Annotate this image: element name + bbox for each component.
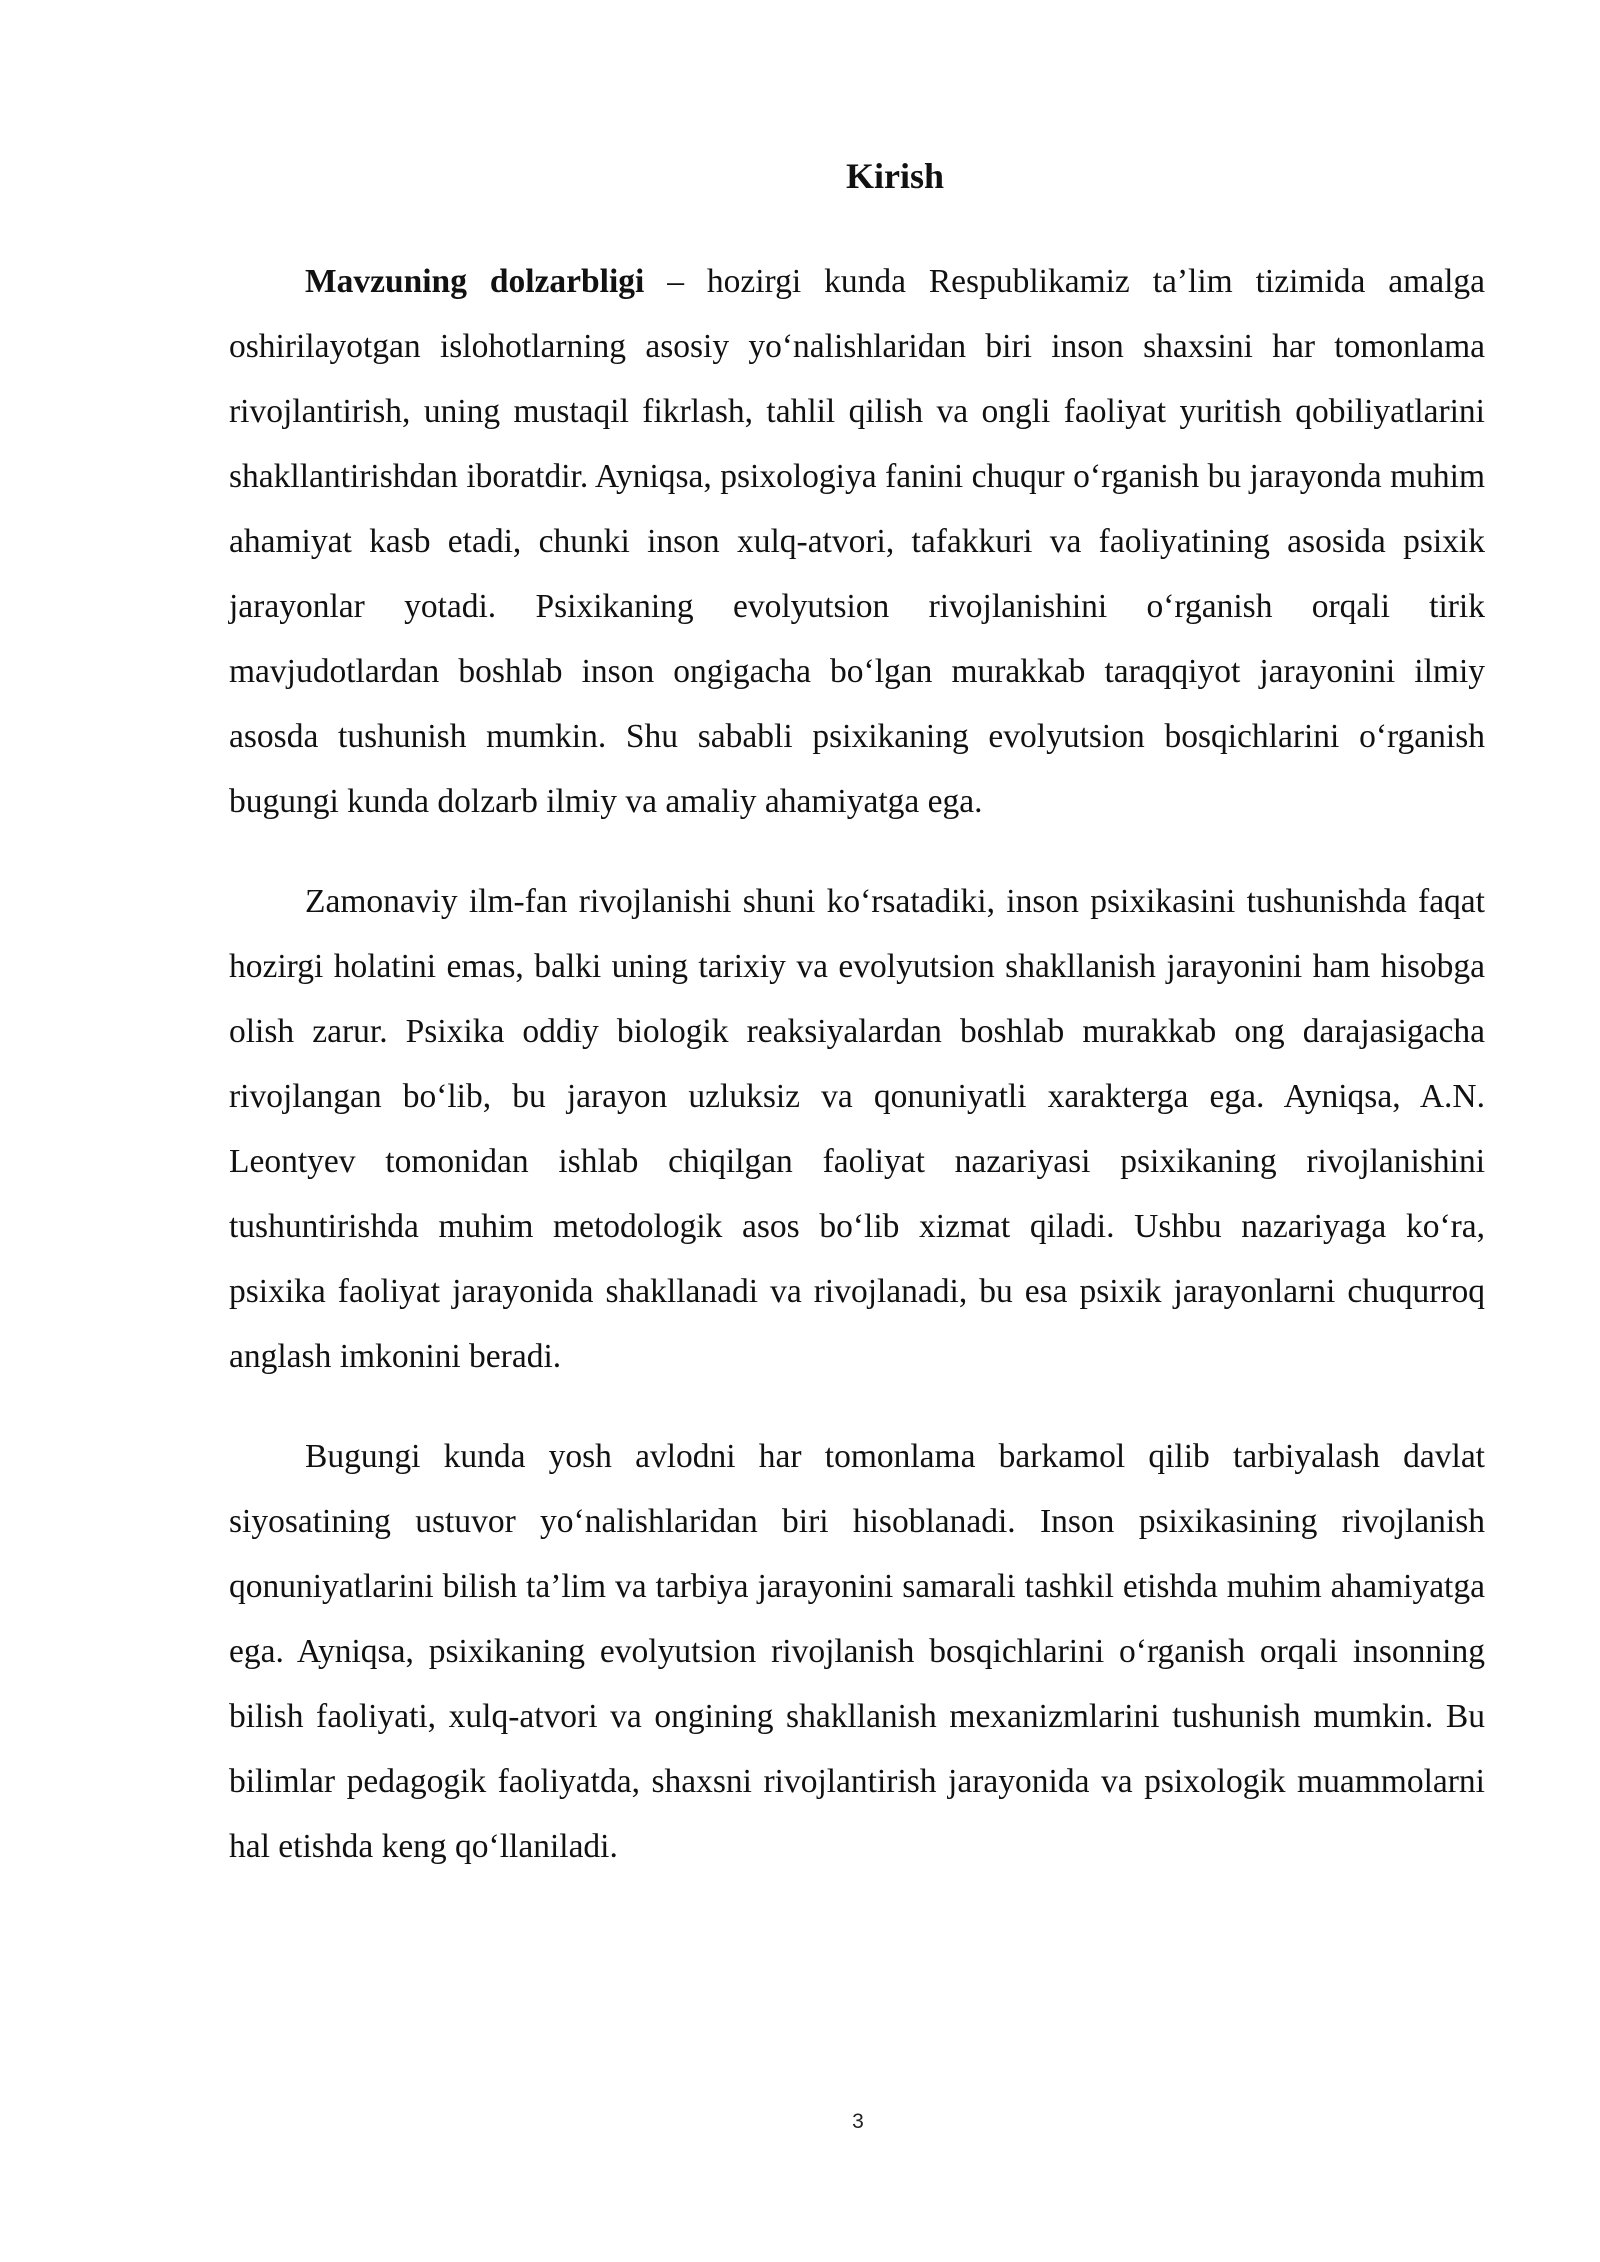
paragraph-education (229, 1424, 1485, 1879)
paragraph-lead-bold: Mavzuning dolzarbligi (305, 263, 645, 300)
paragraph-modern-science (229, 869, 1485, 1389)
paragraph-text: Zamonaviy ilm-fan rivojlanishi shuni ko‘rsatadiki, inson psixikasini tushunishda faqat hozirgi holatini emas, balki uning tarixiy va evolyutsion shakllanish jarayonini ham hisobga olish zarur. Psixika oddiy biologik reaksiyalardan boshlab murakkab ong darajasigacha rivojlangan bo‘lib, bu jarayon uzluksiz va qonuniyatli xarakterga ega. Ayniqsa, A.N. Leontyev tomonidan ishlab chiqilgan faoliyat nazariyasi psixikaning rivojlanishini tushuntirishda muhim metodologik asos bo‘lib xizmat qiladi. Ushbu nazariyaga ko‘ra, psixika faoliyat jarayonida shakllanadi va rivojlanadi, bu esa psixik jarayonlarni chuqurroq anglash imkonini beradi. (229, 883, 1485, 1375)
paragraph-text: Bugungi kunda yosh avlodni har tomonlama barkamol qilib tarbiyalash davlat siyosatining ustuvor yo‘nalishlaridan biri hisoblanadi. Inson psixikasining rivojlanish qonuniyatlarini bilish ta’lim va tarbiya jarayonini samarali tashkil etishda muhim ahamiyatga ega. Ayniqsa, psixikaning evolyutsion rivojlanish bosqichlarini o‘rganish orqali insonning bilish faoliyati, xulq-atvori va ongining shakllanish mexanizmlarini tushunish mumkin. Bu bilimlar pedagogik faoliyatda, shaxsni rivojlantirish jarayonida va psixologik muammolarni hal etishda keng qo‘llaniladi. (229, 1438, 1485, 1865)
document-body (229, 249, 1485, 1914)
paragraph-relevance (229, 249, 1485, 834)
page-number: 3 (852, 2110, 864, 2133)
section-title: Kirish (845, 156, 944, 196)
paragraph-text: – hozirgi kunda Respublikamiz ta’lim tizimida amalga oshirilayotgan islohotlarning asosiy yo‘nalishlaridan biri inson shaxsini har tomonlama rivojlantirish, uning mustaqil fikrlash, tahlil qilish va ongli faoliyat yuritish qobiliyatlarini shakllantirishdan iboratdir. Ayniqsa, psixologiya fanini chuqur o‘rganish bu jarayonda muhim ahamiyat kasb etadi, chunki inson xulq-atvori, tafakkuri va faoliyatining asosida psixik jarayonlar yotadi. Psixikaning evolyutsion rivojlanishini o‘rganish orqali tirik mavjudotlardan boshlab inson ongigacha bo‘lgan murakkab taraqqiyot jarayonini ilmiy asosda tushunish mumkin. Shu sababli psixikaning evolyutsion bosqichlarini o‘rganish bugungi kunda dolzarb ilmiy va amaliy ahamiyatga ega. (229, 263, 1486, 820)
